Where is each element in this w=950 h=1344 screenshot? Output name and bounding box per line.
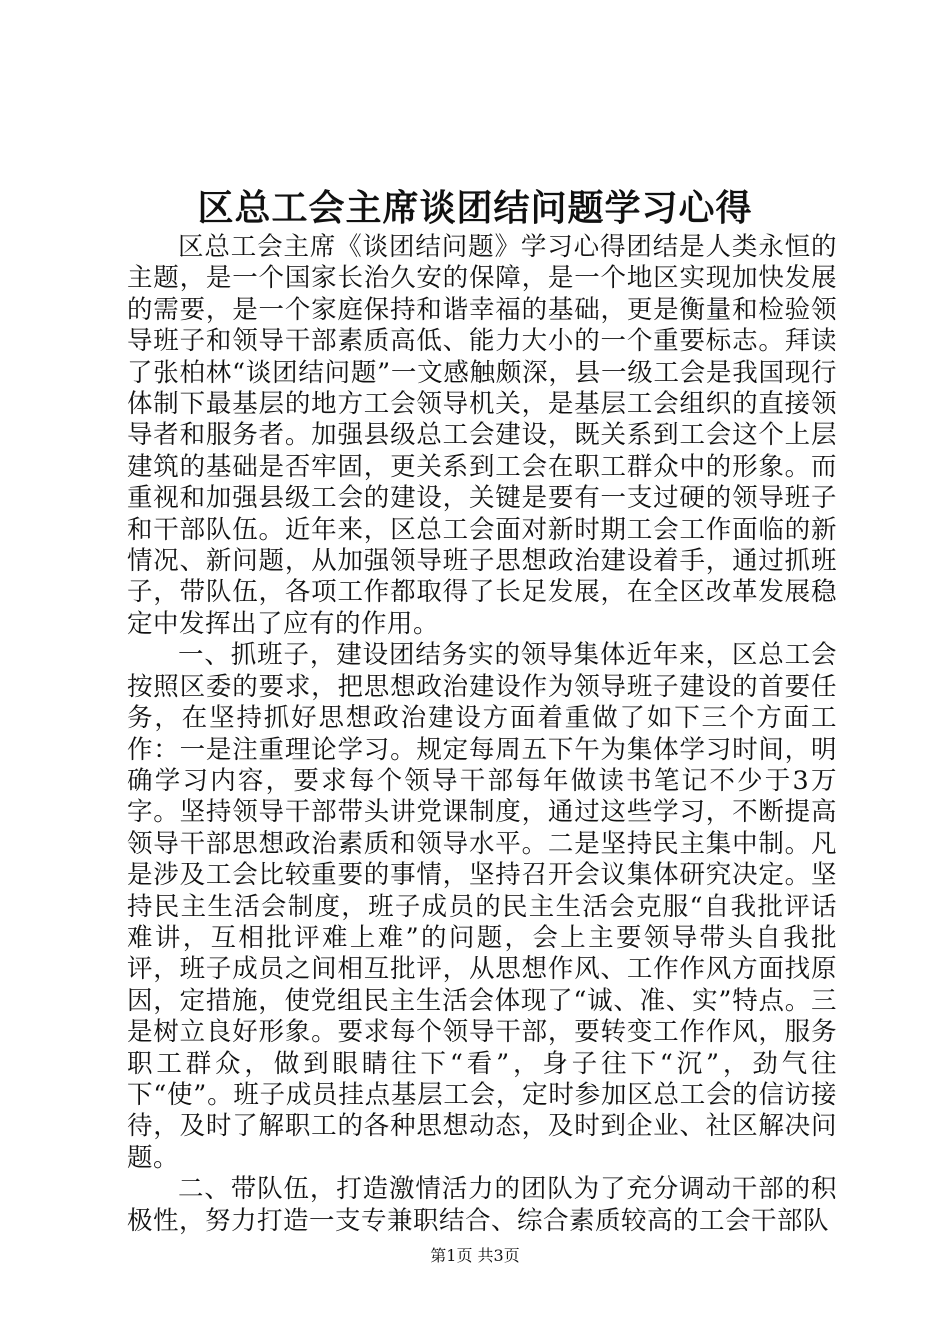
page-number-footer: 第1页 共3页	[430, 1246, 520, 1265]
paragraph-section-two: 二、带队伍，打造激情活力的团队为了充分调动干部的积极性，努力打造一支专兼职结合、综合素质较高的工会干部队	[127, 1174, 837, 1236]
page-title: 区总工会主席谈团结问题学习心得	[197, 187, 753, 229]
paragraph-section-one: 一、抓班子，建设团结务实的领导集体近年来，区总工会按照区委的要求，把思想政治建设作为领导班子建设的首要任务，在坚持抓好思想政治建设方面着重做了如下三个方面工作：一是注重理论学习。规定每周五下午为集体学习时间，明确学习内容，要求每个领导干部每年做读书笔记不少于3万字。坚持领导干部带头讲党课制度，通过这些学习，不断提高领导干部思想政治素质和领导水平。二是坚持民主集中制。凡是涉及工会比较重要的事情，坚持召开会议集体研究决定。坚持民主生活会制度，班子成员的民主生活会克服“自我批评话难讲，互相批评难上难”的问题，会上主要领导带头自我批评，班子成员之间相互批评，从思想作风、工作作风方面找原因，定措施，使党组民主生活会体现了“诚、准、实”特点。三是树立良好形象。要求每个领导干部，要转变工作作风，服务职工群众，做到眼睛往下“看”，身子往下“沉”，劲气往下“使”。班子成员挂点基层工会，定时参加区总工会的信访接待，及时了解职工的各种思想动态，及时到企业、社区解决问题。	[127, 640, 837, 1173]
document-body	[127, 232, 837, 1237]
paragraph-intro: 区总工会主席《谈团结问题》学习心得团结是人类永恒的主题，是一个国家长治久安的保障，是一个地区实现加快发展的需要，是一个家庭保持和谐幸福的基础，更是衡量和检验领导班子和领导干部素质高低、能力大小的一个重要标志。拜读了张柏林“谈团结问题”一文感触颇深，县一级工会是我国现行体制下最基层的地方工会领导机关，是基层工会组织的直接领导者和服务者。加强县级总工会建设，既关系到工会这个上层建筑的基础是否牢固，更关系到工会在职工群众中的形象。而重视和加强县级工会的建设，关键是要有一支过硬的领导班子和干部队伍。近年来，区总工会面对新时期工会工作面临的新情况、新问题，从加强领导班子思想政治建设着手，通过抓班子，带队伍，各项工作都取得了长足发展，在全区改革发展稳定中发挥出了应有的作用。	[127, 232, 837, 639]
